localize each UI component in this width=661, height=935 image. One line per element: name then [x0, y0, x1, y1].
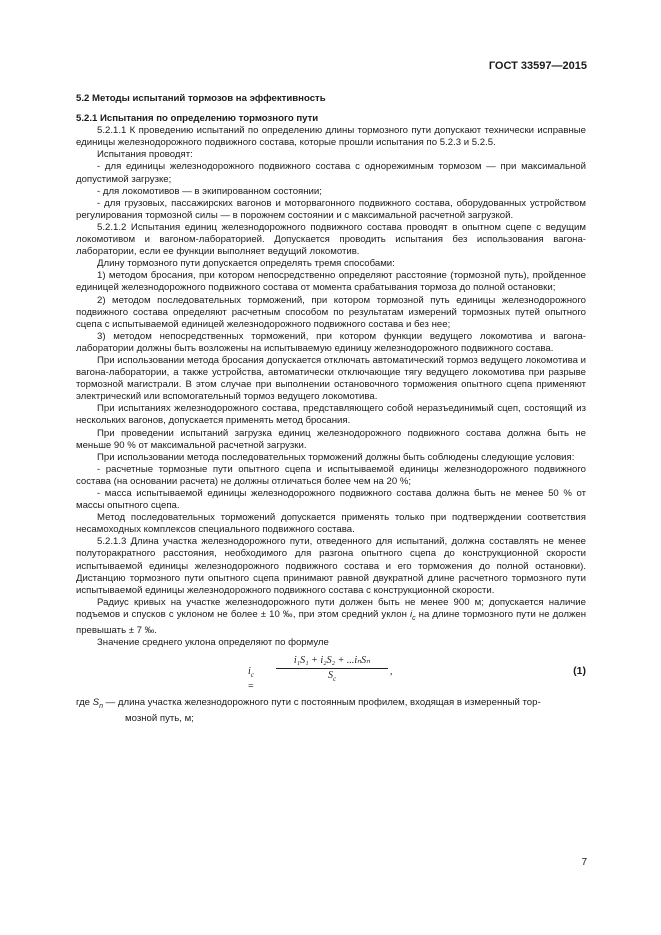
where-clause: [76, 697, 586, 725]
paragraph: При использовании метода бросания допускается отключать автоматический тормоз ведущего локомотива и вагона-лаборатории, а также устройства, автоматически отключающие тягу ведущего локомотива при разрыве тормозной магистрали. В этом случае при выполнении остановочного торможения опытного сцепа применяют электрический или вспомогательный тормоз ведущего локомотива.: [76, 354, 586, 403]
text-run: на длине тормозного пути не должен превышать ± 7 ‰.: [76, 608, 586, 636]
formula-numerator: i₁S₁ + i₂S₂ + ...iₙSₙ: [276, 655, 388, 669]
paragraph: При проведении испытаний загрузка единиц железнодорожного подвижного состава должна быть не меньше 90 % от максимальной расчетной загрузки.: [76, 427, 586, 451]
page-number: 7: [581, 857, 587, 868]
formula-block: [76, 653, 586, 695]
paragraph: - для единицы железнодорожного подвижного состава с однорежимным тормозом — при максимальной допустимой загрузке;: [76, 161, 586, 185]
subscript: n: [99, 703, 103, 711]
paragraph: 5.2.1.2 Испытания единиц железнодорожного подвижного состава проводят в опытном сцепе с ведущим локомотивом и вагоном-лабораторией. Допускается проводить испытания без использования вагона-лаборатории, если ее функции выполняет ведущий локомотив.: [76, 221, 586, 258]
formula-intro: Значение среднего уклона определяют по формуле: [97, 637, 329, 649]
paragraph: 3) методом непосредственных торможений, при котором функции ведущего локомотива и вагона-лаборатории должны быть возложены на испытываемую единицу железнодорожного подвижного состава.: [76, 330, 586, 354]
formula-denominator: $S_c$: [327, 670, 337, 684]
where-line: где $S_n$ — длина участка железнодорожного пути с постоянным профилем, входящая в измеренный тор-: [76, 697, 541, 711]
document-header: ГОСТ 33597—2015: [488, 60, 587, 72]
paragraph: - расчетные тормозные пути опытного сцепа и испытываемой единицы железнодорожного подвижного состава (на основании расчета) не должны отличаться более чем на 20 %;: [76, 463, 586, 487]
variable: S: [92, 697, 100, 709]
paragraph: 1) методом бросания, при котором непосредственно определяют расстояние (тормозной путь), пройденное единицей железнодорожного подвижного состава от момента срабатывания тормоза до полной остановки;: [76, 270, 586, 294]
section-title: 5.2 Методы испытаний тормозов на эффективность: [76, 93, 326, 104]
paragraph: - для локомотивов — в экипированном состоянии;: [97, 185, 322, 197]
variable: i: [409, 608, 413, 620]
formula-fraction: [276, 655, 388, 685]
equation-number: (1): [573, 665, 586, 678]
formula-lhs: $i_c$ =: [248, 666, 254, 693]
formula-comma: ,: [390, 666, 393, 678]
paragraph: - масса испытываемой единицы железнодорожного подвижного состава должна быть не менее 50 % от массы опытного сцепа.: [76, 488, 586, 512]
where-line-continued: мозной путь, м;: [125, 713, 194, 725]
paragraph: Испытания проводят:: [97, 149, 193, 161]
paragraph: Длину тормозного пути допускается определять тремя способами:: [97, 258, 395, 270]
paragraph: При испытаниях железнодорожного состава, представляющего собой неразъединимый сцеп, состоящий из нескольких вагонов, допускается применять метод бросания.: [76, 403, 586, 427]
text-run: Радиус кривых на участке железнодорожного пути должен быть не менее 900 м; допускается наличие подъемов и спусков с уклоном не более ± 10 ‰, при этом средний уклон: [76, 596, 586, 620]
paragraph: При использовании метода последовательных торможений должны быть соблюдены следующие условия:: [97, 451, 575, 463]
subsection-title: 5.2.1 Испытания по определению тормозного пути: [76, 113, 319, 125]
paragraph-radius: [76, 597, 586, 637]
paragraph: Метод последовательных торможений допускается применять только при подтверждении соответствия несамоходных комплексов специального подвижного состава.: [76, 512, 586, 536]
subscript: c: [412, 614, 416, 622]
page-body: [76, 93, 586, 725]
paragraph: 2) методом последовательных торможений, при котором тормозной путь единицы железнодорожного подвижного состава определяют расчетным способом по результатам измерений тормозных путей опытного сцепа с испытываемой единицей железнодорожного подвижного состава и без нее;: [76, 294, 586, 330]
paragraph: - для грузовых, пассажирских вагонов и моторвагонного подвижного состава, оборудованных устройством регулирования тормозной силы — в порожнем состоянии и с максимальной расчетной загрузкой.: [76, 197, 586, 221]
paragraph: 5.2.1.3 Длина участка железнодорожного пути, отведенного для испытаний, должна составлять не менее полуторакратного расстояния, необходимого для разгона опытного сцепа до конструкционной скорости испытываемой единицы железнодорожного подвижного состава и его торможения до полной остановки). Дистанцию тормозного пути опытного сцепа принимают равной двукратной длине расчетного тормозного пути испытываемой единицы железнодорожного подвижного состава с конструкционной скорости.: [76, 536, 586, 596]
paragraph: 5.2.1.1 К проведению испытаний по определению длины тормозного пути допускают технически исправные единицы железнодорожного подвижного состава, которые прошли испытания по 5.2.3 и 5.2.5.: [76, 125, 586, 149]
